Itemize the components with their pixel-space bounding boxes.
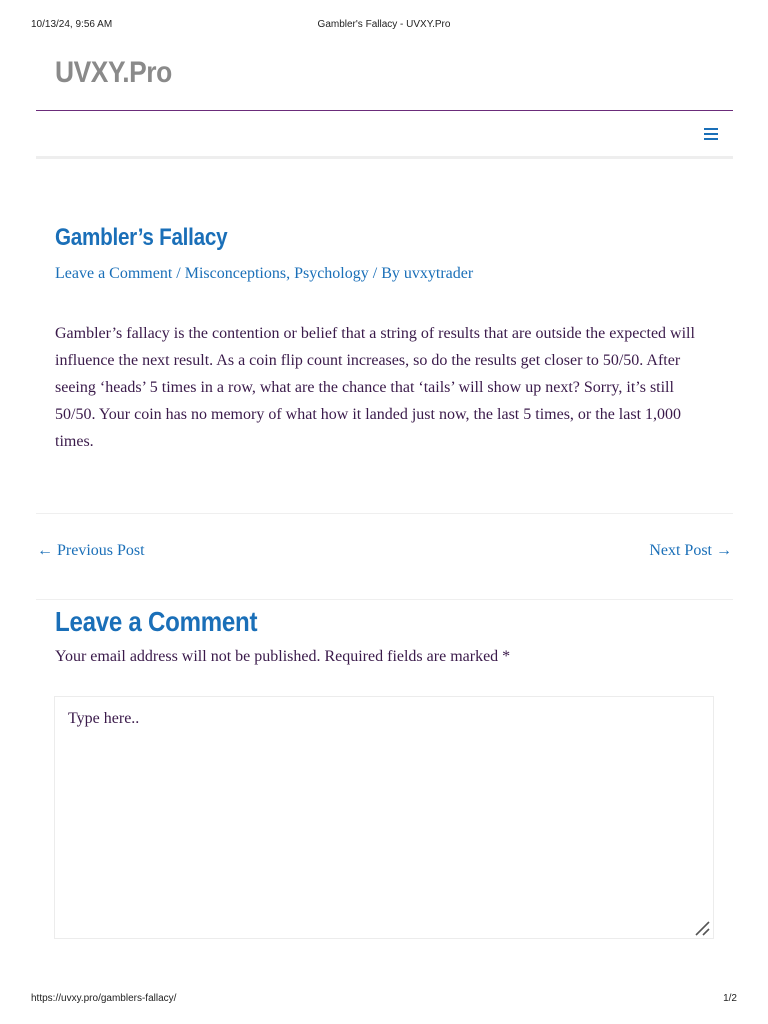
previous-post-link[interactable]: ← Previous Post (37, 542, 145, 559)
category-link-psychology[interactable]: Psychology (294, 265, 369, 282)
comment-heading: Leave a Comment (55, 606, 258, 637)
print-datetime: 10/13/24, 9:56 AM (31, 19, 113, 30)
hamburger-menu-icon[interactable] (702, 126, 720, 142)
post-nav-divider-bottom (36, 599, 733, 600)
print-footer (0, 993, 768, 1007)
post-title[interactable]: Gambler’s Fallacy (55, 224, 228, 251)
print-url: https://uvxy.pro/gamblers-fallacy/ (31, 993, 177, 1004)
post-body: Gambler’s fallacy is the contention or belief that a string of results that are outside the expected will influence the next result. As a coin flip count increases, so do the results get closer to 50/50. After seeing ‘heads’ 5 times in a row, what are the chance that ‘tails’ will show up next? Sorry, it’s still 50/50. Your coin has no memory of what how it landed just now, the last 5 times, or the last 1,000 times. (55, 325, 695, 450)
print-header (0, 19, 768, 33)
header-bottom-border (36, 156, 733, 159)
meta-comma: , (286, 265, 295, 282)
comment-notes (55, 648, 510, 666)
leave-comment-link[interactable]: Leave a Comment (55, 265, 173, 282)
resize-handle-icon[interactable] (694, 920, 710, 936)
comment-notes-text: Your email address will not be published. Required fields are marked (55, 648, 503, 665)
required-mark: * (502, 648, 511, 665)
print-doc-title: Gambler's Fallacy - UVXY.Pro (317, 19, 451, 30)
meta-by: / By (368, 265, 404, 282)
header-divider (36, 110, 733, 111)
site-title[interactable]: UVXY.Pro (55, 56, 172, 89)
next-post-link[interactable]: Next Post → (649, 542, 732, 559)
post-nav-divider-top (36, 513, 733, 514)
print-page-number: 1/2 (723, 993, 737, 1004)
post-meta (55, 265, 473, 283)
author-link[interactable]: uvxytrader (403, 265, 474, 282)
comment-textarea[interactable] (54, 696, 714, 939)
category-link-misconceptions[interactable]: Misconceptions (184, 265, 287, 282)
meta-separator: / (172, 265, 185, 282)
